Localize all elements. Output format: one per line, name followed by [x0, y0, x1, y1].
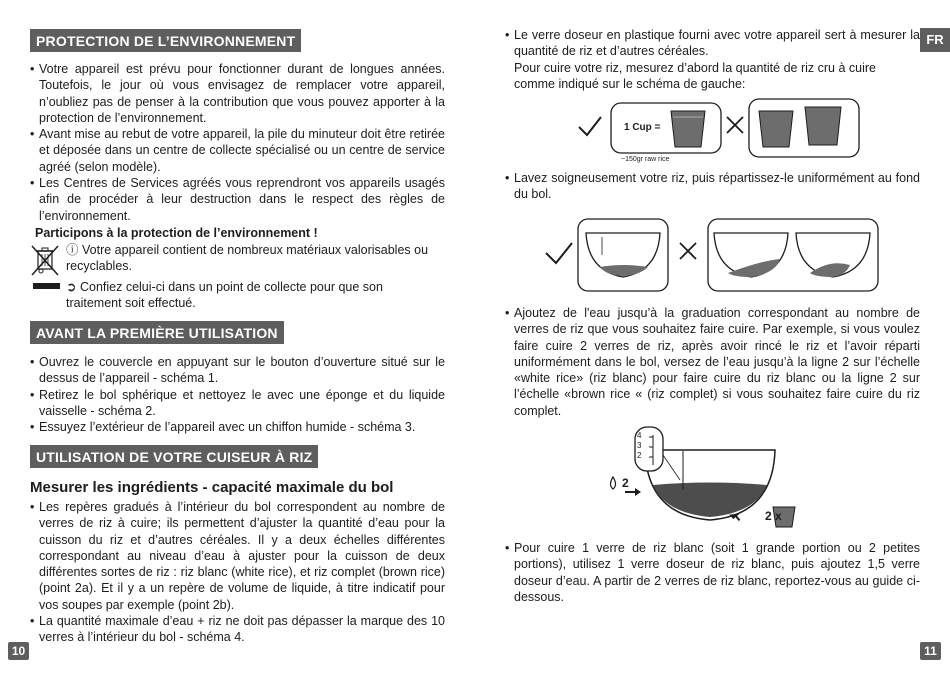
portion-bullet: [505, 540, 920, 605]
collect-item: [66, 279, 406, 312]
recyclable-item: [66, 242, 436, 275]
water-bullet: [505, 305, 920, 419]
crossed-bin-icon: [30, 244, 60, 278]
measure-subtitle: Mesurer les ingrédients - capacité maximale du bol: [30, 479, 394, 496]
language-tab: FR: [920, 28, 950, 52]
list-item: • La quantité maximale d’eau + riz ne doit pas dépasser la marque des 10 verres à l’intérieur du bol - schéma 4.: [30, 613, 445, 646]
right-page: [475, 0, 950, 673]
list-item: • Les repères gradués à l’intérieur du bol correspondent au nombre de verres de riz à cuire; ils permettent d’ajuster la quantité d’eau pour la cuisson du riz et d’autres céréales. Il y a deux échelles différentes correspondant au niveau d’eau à ajuster pour la cuisson de deux différentes sortes de riz : riz blanc (white rice), et riz complet (brown rice) (point 2a). Et il y a un repère de volume de liquide, à titre indicatif pour vos soupes par exemple (point 2b).: [30, 499, 445, 613]
list-item: • Essuyez l’extérieur de l’appareil avec un chiffon humide - schéma 3.: [30, 419, 445, 435]
check-icon: [579, 117, 601, 135]
section-title-usage: UTILISATION DE VOTRE CUISEUR À RIZ: [30, 445, 318, 468]
check-icon: [546, 243, 572, 263]
raw-rice-caption: ~150gr raw rice: [621, 156, 670, 163]
list-item: • Lavez soigneusement votre riz, puis répartissez-le uniformément au fond du bol.: [505, 170, 920, 203]
first-use-bullets: [30, 354, 445, 435]
scale-label-2: 2: [637, 451, 642, 460]
scale-label-4: 4: [637, 431, 642, 440]
wash-bullet: [505, 170, 920, 203]
measuring-cup-figure: [575, 95, 865, 167]
recyclable-text: Votre appareil contient de nombreux matériaux valorisables ou recyclables.: [66, 243, 429, 274]
list-item: • Ajoutez de l'eau jusqu’à la graduation correspondant au nombre de verres de riz que vous souhaitez faire cuire. Par exemple, si vous voulez faire cuire 2 verres de riz, après avoir rincé le riz et l’avoir réparti uniformément dans le bol, versez de l’eau jusqu’à la ligne 2 sur l’échelle «white rice» (riz blanc) pour faire cuire du riz blanc ou la ligne 2 sur l’échelle «brown rice « (riz complet) si vous souhaitez faire cuire du riz complet.: [505, 305, 920, 419]
scale-label-3: 3: [637, 441, 642, 450]
cups-label: 2 x: [765, 509, 782, 523]
usage-bullets: [30, 499, 445, 646]
page-number-left: 10: [8, 642, 29, 660]
water-label: 2: [622, 476, 629, 490]
cup-label: 1 Cup =: [624, 122, 661, 133]
section-title-environment: PROTECTION DE L’ENVIRONNEMENT: [30, 29, 301, 52]
page-number-right: 11: [920, 642, 941, 660]
black-bar-icon: [33, 283, 60, 289]
list-item: • Les Centres de Services agréés vous reprendront vos appareils usagés afin de procéder à leur destruction dans le respect des règles de l’environnement.: [30, 175, 445, 224]
water-drop-icon: [611, 477, 616, 489]
measure-instruction: Pour cuire votre riz, mesurez d’abord la quantité de riz cru à cuire comme indiqué sur le schéma de gauche:: [514, 61, 876, 92]
collect-text: Confiez celui-ci dans un point de collecte pour que son traitement soit effectué.: [66, 280, 383, 311]
list-item: • Ouvrez le couvercle en appuyant sur le bouton d’ouverture situé sur le dessus de l’appareil - schéma 1.: [30, 354, 445, 387]
list-item: • Le verre doseur en plastique fourni avec votre appareil sert à mesurer la quantité de riz et d’autres céréales.: [505, 27, 920, 60]
info-icon: ⓘ: [66, 243, 79, 257]
environment-bullets: [30, 61, 445, 224]
list-item: • Votre appareil est prévu pour fonctionner durant de longues années. Toutefois, le jour où vous envisagez de remplacer votre appareil, n’oubliez pas de penser à la contribution que vous pouvez apporter à la protection de l’environnement.: [30, 61, 445, 126]
list-item: • Retirez le bol sphérique et nettoyez le avec une éponge et du liquide vaisselle - schéma 2.: [30, 387, 445, 420]
arrow-icon: ➲: [66, 280, 77, 294]
participons-heading: Participons à la protection de l’environnement !: [35, 226, 318, 240]
measure-bullet: [505, 27, 920, 60]
section-title-first-use: AVANT LA PREMIÈRE UTILISATION: [30, 321, 284, 344]
rice-in-bowl-figure: [540, 215, 885, 295]
list-item: • Pour cuire 1 verre de riz blanc (soit 1 grande portion ou 2 petites portions), utilisez 1 verre doseur de riz blanc, puis ajoutez 1,5 verre doseur d’eau. A partir de 2 verres de riz blanc, reportez-vous au guide ci-dessous.: [505, 540, 920, 605]
list-item: • Avant mise au rebut de votre appareil, la pile du minuteur doit être retirée et déposée dans un centre de collecte spécialisé ou un centre de service agréé (selon modèle).: [30, 126, 445, 175]
